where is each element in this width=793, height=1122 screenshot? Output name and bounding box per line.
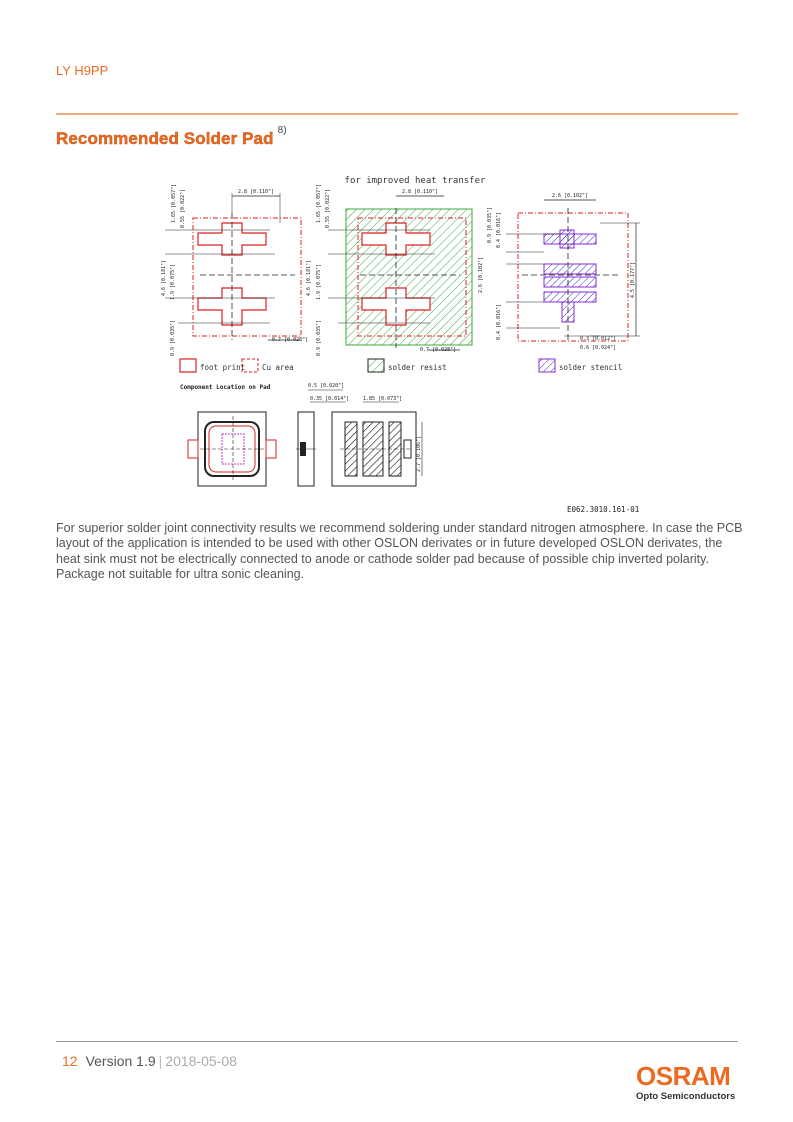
osram-logo <box>636 1062 740 1102</box>
section-title-text: Recommended Solder Pad <box>56 129 274 148</box>
cu-area-panel <box>306 184 472 356</box>
footprint-panel <box>161 184 308 356</box>
legend-label-resist: solder resist <box>388 363 447 372</box>
dim-r-0-4: 0.4 [0.016"] <box>496 211 502 248</box>
footer-rule <box>56 1041 738 1042</box>
dim-0-55: 0.55 [0.022"] <box>180 188 186 228</box>
dim-0-35: 0.35 [0.014"] <box>310 396 350 402</box>
top-dim-mid: 2.8 [0.110"] <box>401 189 439 195</box>
brand-name: OSRAM <box>636 1061 731 1091</box>
dim-r-0-4b: 0.4 [0.016"] <box>496 303 502 340</box>
dim-4-5: 4.5 [0.177"] <box>630 261 636 298</box>
header-rule <box>56 113 738 115</box>
mid-dim-1-9: 1.9 [0.075"] <box>316 263 322 300</box>
dim-r-0-9: 0.9 [0.035"] <box>487 206 493 243</box>
brand-tagline: Opto Semiconductors <box>636 1091 736 1102</box>
bottom-dim-mid: 0.7 [0.028"] <box>420 347 457 353</box>
legend <box>180 359 622 372</box>
stencil-panel <box>478 193 640 351</box>
dim-4-6: 4.6 [0.181"] <box>161 259 167 296</box>
component-solder-view <box>308 383 422 486</box>
solder-pad-diagram <box>160 168 650 520</box>
dim-1-9: 1.9 [0.075"] <box>170 263 176 300</box>
dim-r-2-6: 2.6 [0.102"] <box>478 256 484 293</box>
body-paragraph: For superior solder joint connectivity results we recommend soldering under standard nitrogen atmosphere. In case the PCB layout of the application is intended to be used with other OSLON derivates or in future developed OSLON derivates, the heat sink must not be electrically connected to anode or cathode solder pad because of possible chip inverted polarity. Package not suitable for ultra sonic cleaning. <box>56 521 743 581</box>
legend-swatch-resist <box>368 359 384 372</box>
legend-swatch-stencil <box>539 359 555 372</box>
footnote-ref: 8) <box>277 125 287 137</box>
mid-dim-1-65: 1.65 [0.057"] <box>316 183 322 223</box>
legend-label-stencil: solder stencil <box>559 363 623 372</box>
bottom-dim-left: 0.7 [0.028"] <box>272 337 309 343</box>
product-code: LY H9PP <box>56 63 109 78</box>
footer <box>62 1053 237 1069</box>
dim-2-7: 2.7 [0.106"] <box>416 435 422 472</box>
legend-swatch-footprint <box>180 359 196 372</box>
caption-improved-heat: for improved heat transfer <box>344 176 486 186</box>
dim-0-5: 0.5 [0.020"] <box>308 383 345 389</box>
component-location-label: Component Location on Pad <box>180 384 271 391</box>
dim-1-85: 1.85 [0.073"] <box>363 396 403 402</box>
footer-separator: | <box>158 1053 163 1069</box>
section-title <box>56 125 287 149</box>
component-side-view <box>296 412 316 486</box>
top-dim-left: 2.8 [0.110"] <box>237 189 275 195</box>
version: Version 1.9 <box>85 1053 156 1069</box>
release-date: 2018-05-08 <box>165 1053 237 1069</box>
mid-dim-0-9: 0.9 [0.035"] <box>316 319 322 356</box>
dim-0-3: 0.3 [0.012"] <box>580 336 617 342</box>
legend-label-footprint: foot print <box>200 363 246 372</box>
top-dim-right: 2.6 [0.102"] <box>551 193 589 199</box>
legend-label-cu: Cu area <box>262 363 294 372</box>
dim-0-6: 0.6 [0.024"] <box>580 345 617 351</box>
component-top-view <box>188 412 276 486</box>
drawing-id: E062.3010.161-01 <box>567 505 640 514</box>
mid-dim-4-6: 4.6 [0.181"] <box>306 259 312 296</box>
dim-1-65: 1.65 [0.057"] <box>171 183 177 223</box>
mid-dim-0-55: 0.55 [0.022"] <box>325 188 331 228</box>
page-number: 12 <box>62 1053 78 1069</box>
dim-0-9: 0.9 [0.035"] <box>170 319 176 356</box>
